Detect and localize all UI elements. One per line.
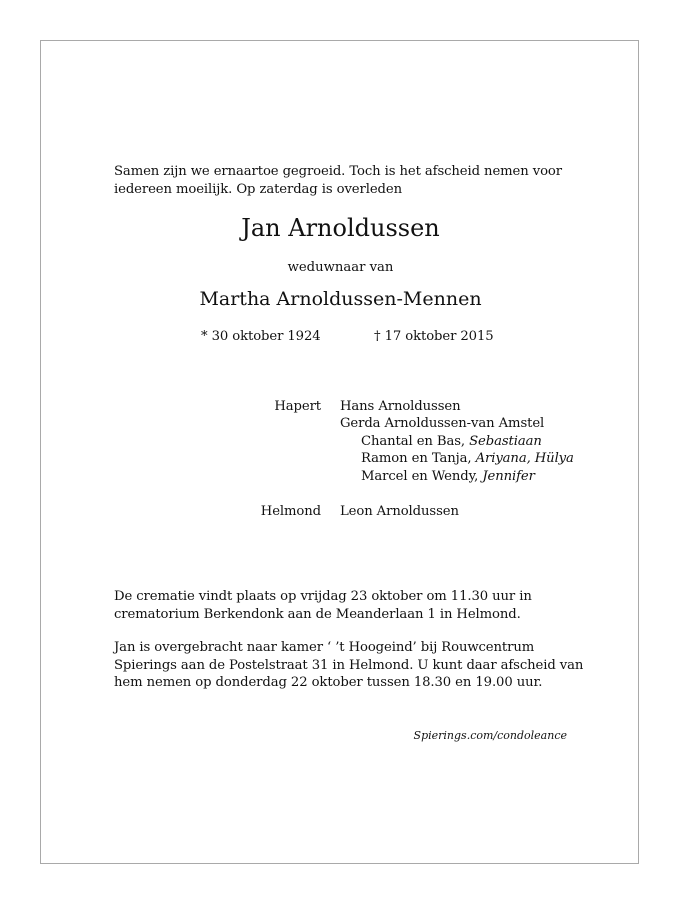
family-member: Hans Arnoldussen (340, 399, 461, 414)
paragraph-line: crematorium Berkendonk aan de Meanderlaan 1 in Helmond. (114, 606, 521, 622)
spouse-name: Martha Arnoldussen-Mennen (199, 288, 482, 310)
paragraph-line: Spierings aan de Postelstraat 31 in Helmond. U kunt daar afscheid van (114, 657, 584, 673)
grandchild-names: Marcel en Wendy, (361, 469, 479, 484)
paragraph-line: hem nemen op donderdag 22 oktober tussen 18.30 en 19.00 uur. (114, 675, 543, 690)
birth-date: * 30 oktober 1924 (201, 329, 321, 344)
grandchild-names: Ramon en Tanja, (361, 451, 472, 466)
intro-text (114, 163, 562, 198)
family-member: Leon Arnoldussen (340, 504, 459, 519)
intro-line: Samen zijn we ernaartoe gegroeid. Toch is het afscheid nemen voor (114, 164, 562, 179)
great-grandchild-names: Sebastiaan (469, 434, 542, 449)
intro-line: iedereen moeilijk. Op zaterdag is overleden (114, 181, 402, 197)
deceased-name: Jan Arnoldussen (241, 214, 440, 242)
paragraph-line: Jan is overgebracht naar kamer ‘ ’t Hoogeind’ bij Rouwcentrum (114, 640, 535, 655)
relation-text: weduwnaar van (287, 260, 394, 275)
grandchild-family (361, 450, 574, 468)
family-member: Gerda Arnoldussen-van Amstel (340, 416, 545, 431)
great-grandchild-names: Ariyana, Hülya (475, 451, 574, 466)
grandchild-names: Chantal en Bas, (361, 434, 466, 449)
great-grandchild-names: Jennifer (482, 469, 535, 484)
cremation-paragraph (114, 588, 532, 623)
death-date: † 17 oktober 2015 (374, 329, 494, 344)
condolence-link[interactable]: Spierings.com/condoleance (413, 729, 567, 742)
paragraph-line: De crematie vindt plaats op vrijdag 23 oktober om 11.30 uur in (114, 589, 532, 604)
grandchild-family (361, 468, 535, 486)
family-place-helmond: Helmond (260, 504, 321, 519)
family-place-hapert: Hapert (274, 399, 321, 414)
visitation-paragraph (114, 639, 583, 692)
grandchild-family (361, 433, 542, 451)
